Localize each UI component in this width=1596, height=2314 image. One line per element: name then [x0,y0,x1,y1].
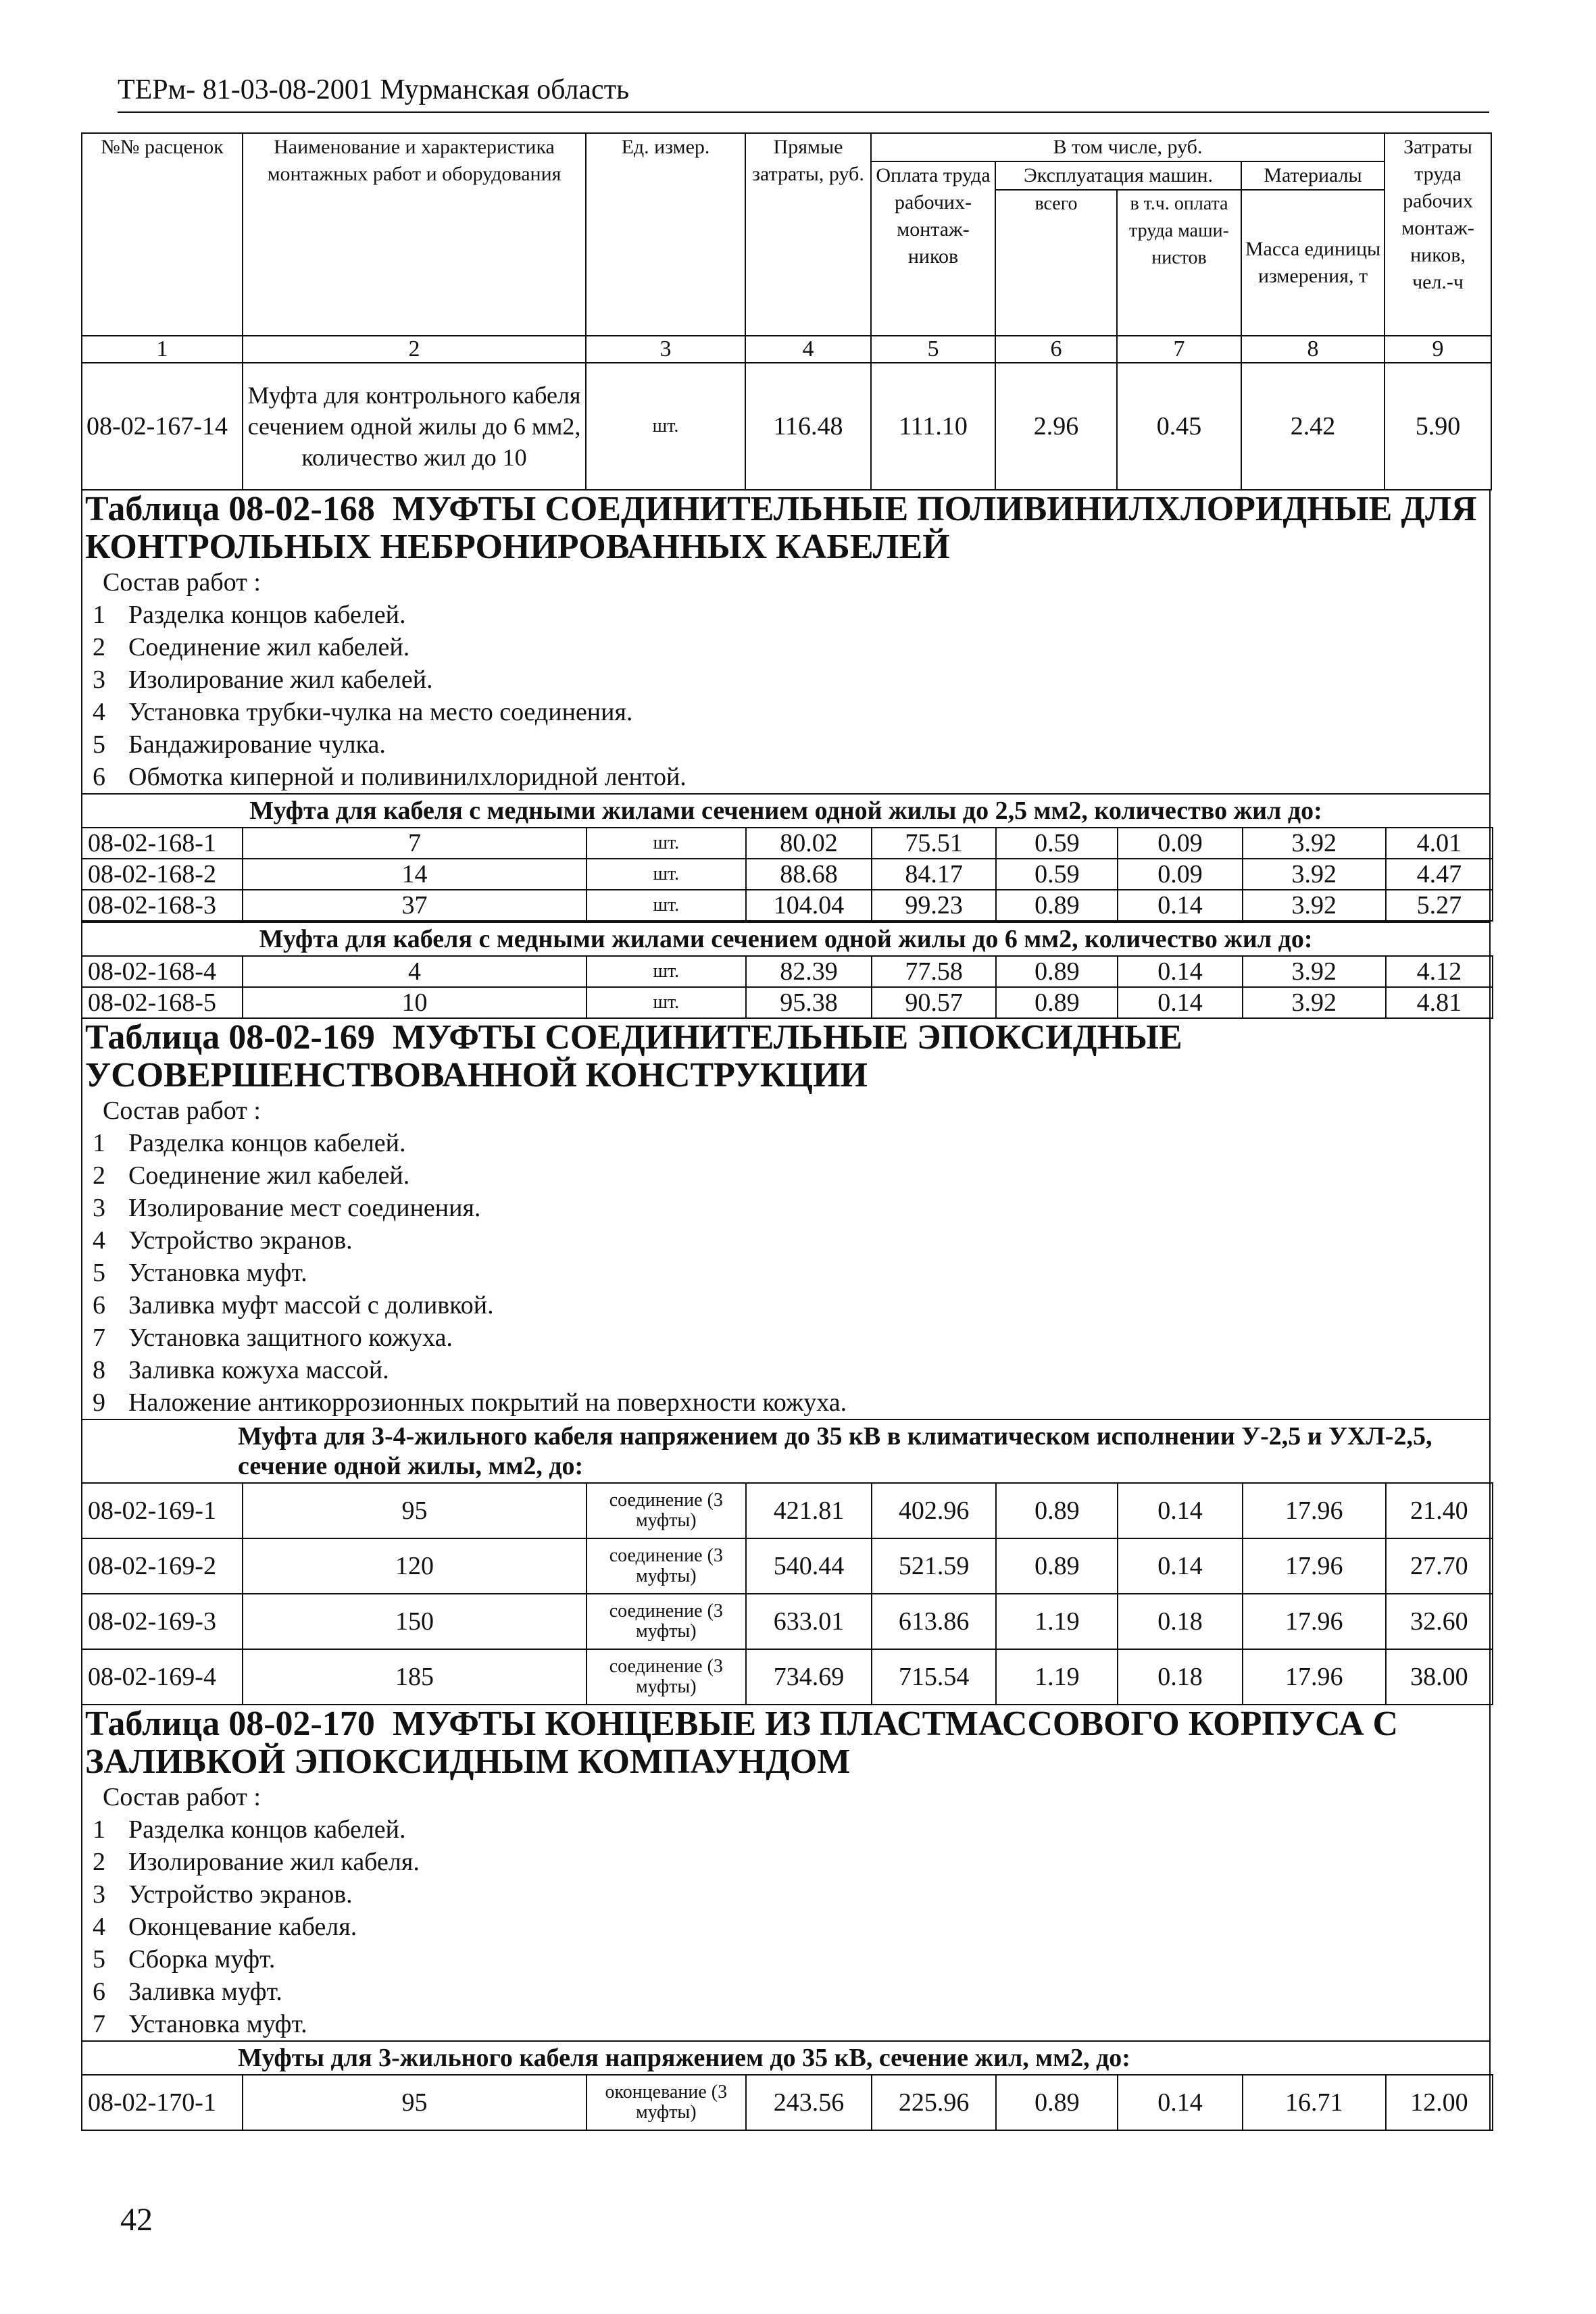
works-composition-label: Состав работ : [103,568,261,597]
rate-mass: 2.42 [1241,363,1385,490]
list-item [82,1976,1489,2008]
rate-size: 4 [243,956,586,987]
work-number: 5 [93,1945,105,1973]
rate-mass: 3.92 [1243,956,1386,987]
works-composition-label: Состав работ : [103,1783,261,1811]
works-list [82,1127,1489,1419]
col-code-header: №№ расценок [82,133,243,336]
rate-labor-pay: 77.58 [872,956,996,987]
rate-unit: шт. [586,363,745,490]
col-mass-header: Масса единицы измерения, т [1241,190,1385,336]
table-row [82,2075,1493,2130]
rate-labor-hours: 4.47 [1386,859,1493,890]
rate-labor-pay: 90.57 [872,987,996,1018]
list-item [82,1257,1489,1289]
column-number: 7 [1117,336,1241,363]
work-text: Разделка концов кабелей. [128,1815,406,1844]
section-heading: МУФТЫ СОЕДИНИТЕЛЬНЫЕ ПОЛИВИНИЛХЛОРИДНЫЕ ДЛЯ КОНТРОЛЬНЫХ НЕБРОНИРОВАННЫХ КАБЕЛЕЙ [85,490,1477,566]
work-text: Установка муфт. [128,2010,307,2038]
work-number: 4 [93,1226,105,1255]
list-item [82,1289,1489,1322]
column-number: 8 [1241,336,1385,363]
work-number: 8 [93,1356,105,1384]
rate-mass: 3.92 [1243,828,1386,859]
rate-machine-total: 0.89 [996,956,1118,987]
page-number: 42 [120,2202,153,2238]
list-item [82,2008,1489,2040]
rate-unit: соединение (3 муфты) [587,1594,746,1649]
list-item [82,1911,1489,1943]
rate-direct-cost: 82.39 [746,956,872,987]
rate-direct-cost: 633.01 [746,1594,872,1649]
rate-unit: шт. [587,828,746,859]
rate-machine-pay: 0.14 [1118,956,1242,987]
rate-unit: соединение (3 муфты) [587,1538,746,1594]
rate-direct-cost: 116.48 [745,363,871,490]
rate-machine-pay: 0.18 [1118,1594,1242,1649]
work-text: Бандажирование чулка. [128,730,386,759]
rate-size: 10 [243,987,586,1018]
rate-size: 37 [243,890,586,921]
rates-table [81,955,1493,1019]
rate-labor-hours: 5.90 [1385,363,1491,490]
work-number: 6 [93,763,105,791]
work-number: 7 [93,1324,105,1352]
rate-labor-pay: 75.51 [872,828,996,859]
rate-mass: 17.96 [1243,1483,1386,1538]
work-text: Устройство экранов. [128,1226,353,1255]
rate-unit: шт. [587,956,746,987]
col-mach-total-header: всего [995,190,1117,336]
header-rule [118,111,1489,113]
rate-direct-cost: 734.69 [746,1649,872,1705]
rate-code: 08-02-168-1 [82,828,243,859]
rate-machine-total: 0.89 [996,890,1118,921]
rate-unit: соединение (3 муфты) [587,1649,746,1705]
rate-direct-cost: 540.44 [746,1538,872,1594]
rate-machine-total: 1.19 [996,1594,1118,1649]
work-number: 4 [93,1913,105,1941]
group-subheader: Муфты для 3-жильного кабеля напряжением до 35 кВ, сечение жил, мм2, до: [82,2040,1489,2074]
rate-labor-hours: 21.40 [1386,1483,1493,1538]
column-number-row [82,336,1491,363]
rate-code: 08-02-168-2 [82,859,243,890]
work-number: 3 [93,1880,105,1909]
work-text: Заливка кожуха массой. [128,1356,389,1384]
group-subheader: Муфта для кабеля с медными жилами сечением одной жилы до 6 мм2, количество жил до: [82,922,1489,955]
work-text: Разделка концов кабелей. [128,601,406,629]
column-number: 5 [871,336,995,363]
column-number: 9 [1385,336,1491,363]
rate-direct-cost: 95.38 [746,987,872,1018]
rate-size: 7 [243,828,586,859]
rate-code: 08-02-170-1 [82,2075,243,2130]
rate-machine-pay: 0.14 [1118,2075,1242,2130]
rate-table-section [81,491,1491,1019]
rate-labor-hours: 12.00 [1386,2075,1493,2130]
work-number: 2 [93,633,105,661]
rate-machine-pay: 0.14 [1118,1538,1242,1594]
rate-size: 14 [243,859,586,890]
group-subheader: Муфта для кабеля с медными жилами сечением одной жилы до 2,5 мм2, количество жил до: [82,793,1489,827]
list-item [82,1943,1489,1976]
rate-labor-pay: 613.86 [872,1594,996,1649]
rate-machine-pay: 0.18 [1118,1649,1242,1705]
rate-unit: оконцевание (3 муфты) [587,2075,746,2130]
work-text: Сборка муфт. [128,1945,276,1973]
column-number: 6 [995,336,1117,363]
work-text: Заливка муфт. [128,1978,282,2006]
rate-labor-pay: 521.59 [872,1538,996,1594]
works-list [82,599,1489,793]
rate-machine-total: 1.19 [996,1649,1118,1705]
work-text: Соединение жил кабелей. [128,1161,410,1190]
rate-labor-pay: 84.17 [872,859,996,890]
list-item [82,1354,1489,1386]
list-item [82,599,1489,631]
section-title [82,1705,1489,1781]
rate-mass: 3.92 [1243,859,1386,890]
rate-labor-hours: 5.27 [1386,890,1493,921]
col-pay-header: Оплата труда рабочих-монтаж-ников [871,161,995,336]
rate-direct-cost: 243.56 [746,2075,872,2130]
rate-labor-pay: 715.54 [872,1649,996,1705]
column-header-table [81,132,1492,491]
list-item [82,1322,1489,1354]
work-number: 1 [93,1129,105,1157]
list-item [82,696,1489,728]
col-mach-incl-header: в т.ч. оплата труда маши-нистов [1117,190,1241,336]
work-text: Установка муфт. [128,1259,307,1287]
rate-table-section [81,1019,1491,1705]
work-text: Изолирование мест соединения. [128,1194,481,1222]
list-item [82,1878,1489,1911]
rate-direct-cost: 88.68 [746,859,872,890]
list-item [82,1813,1489,1846]
table-row [82,987,1493,1018]
work-number: 1 [93,601,105,629]
list-item [82,728,1489,761]
rate-mass: 17.96 [1243,1538,1386,1594]
rate-machine-total: 0.59 [996,828,1118,859]
rate-machine-total: 0.89 [996,987,1118,1018]
list-item [82,1159,1489,1192]
col-direct-header: Прямые затраты, руб. [745,133,871,336]
rate-labor-pay: 111.10 [871,363,995,490]
section-title [82,491,1489,566]
rate-code: 08-02-168-3 [82,890,243,921]
rate-code: 08-02-169-1 [82,1483,243,1538]
rate-labor-pay: 225.96 [872,2075,996,2130]
rate-size: 95 [243,1483,586,1538]
table-row [82,363,1491,490]
rate-labor-hours: 27.70 [1386,1538,1493,1594]
rates-table [81,1482,1493,1705]
list-item [82,1224,1489,1257]
column-number: 2 [243,336,586,363]
section-heading: МУФТЫ СОЕДИНИТЕЛЬНЫЕ ЭПОКСИДНЫЕ УСОВЕРШЕНСТВОВАННОЙ КОНСТРУКЦИИ [85,1018,1182,1095]
list-item [82,1127,1489,1159]
column-number: 4 [745,336,871,363]
rate-code: 08-02-168-5 [82,987,243,1018]
rate-machine-total: 0.59 [996,859,1118,890]
rates-table [81,827,1493,922]
work-text: Изолирование жил кабеля. [128,1848,420,1876]
rate-unit: соединение (3 муфты) [587,1483,746,1538]
work-number: 9 [93,1388,105,1417]
rate-labor-hours: 32.60 [1386,1594,1493,1649]
rate-code: 08-02-169-3 [82,1594,243,1649]
col-incl-header: В том числе, руб. [871,133,1385,161]
work-text: Установка трубки-чулка на место соединения. [128,698,633,726]
list-item [82,1846,1489,1878]
work-text: Разделка концов кабелей. [128,1129,406,1157]
rate-mass: 3.92 [1243,987,1386,1018]
col-mach-header: Эксплуатация машин. [995,161,1241,190]
table-row [82,1483,1493,1538]
rate-unit: шт. [587,890,746,921]
work-text: Изолирование жил кабелей. [128,665,433,694]
work-text: Наложение антикоррозионных покрытий на поверхности кожуха. [128,1388,847,1417]
work-number: 2 [93,1848,105,1876]
col-materials-header: Материалы [1241,161,1385,190]
rate-machine-total: 2.96 [995,363,1117,490]
table-row [82,890,1493,921]
table-row [82,1538,1493,1594]
rate-machine-total: 0.89 [996,1483,1118,1538]
rate-machine-pay: 0.45 [1117,363,1241,490]
col-labor-header: Затраты труда рабочих монтаж-ников, чел.-ч [1385,133,1491,336]
work-number: 1 [93,1815,105,1844]
work-text: Обмотка киперной и поливинилхлоридной лентой. [128,763,687,791]
rate-code: 08-02-169-4 [82,1649,243,1705]
work-text: Оконцевание кабеля. [128,1913,357,1941]
column-number: 3 [586,336,745,363]
table-row [82,859,1493,890]
group-subheader: Муфта для 3-4-жильного кабеля напряжением до 35 кВ в климатическом исполнении У-2,5 и УХЛ-2,5, сечение одной жилы, мм2, до: [82,1419,1489,1482]
rate-labor-hours: 4.81 [1386,987,1493,1018]
work-number: 4 [93,698,105,726]
work-number: 5 [93,730,105,759]
works-list [82,1813,1489,2040]
rate-direct-cost: 421.81 [746,1483,872,1538]
rate-machine-pay: 0.14 [1118,1483,1242,1538]
sections-container [81,491,1491,2131]
rate-labor-hours: 4.01 [1386,828,1493,859]
work-text: Установка защитного кожуха. [128,1324,453,1352]
rate-labor-hours: 38.00 [1386,1649,1493,1705]
work-text: Соединение жил кабелей. [128,633,410,661]
section-heading: МУФТЫ КОНЦЕВЫЕ ИЗ ПЛАСТМАССОВОГО КОРПУСА С ЗАЛИВКОЙ ЭПОКСИДНЫМ КОМПАУНДОМ [85,1705,1399,1781]
rate-description: Муфта для контрольного кабеля сечением одной жилы до 6 мм2, количество жил до 10 [243,363,586,490]
rate-machine-pay: 0.14 [1118,890,1242,921]
rates-document [81,132,1491,2131]
rate-code: 08-02-169-2 [82,1538,243,1594]
work-number: 3 [93,1194,105,1222]
table-row [82,1594,1493,1649]
rate-labor-pay: 99.23 [872,890,996,921]
rate-code: 08-02-167-14 [82,363,243,490]
rate-machine-pay: 0.09 [1118,828,1242,859]
col-unit-header: Ед. измер. [586,133,745,336]
rate-machine-total: 0.89 [996,2075,1118,2130]
rate-mass: 17.96 [1243,1649,1386,1705]
column-number: 1 [82,336,243,363]
list-item [82,663,1489,696]
document-header: ТЕРм- 81-03-08-2001 Мурманская область [118,74,630,105]
rate-labor-pay: 402.96 [872,1483,996,1538]
rate-machine-total: 0.89 [996,1538,1118,1594]
rate-code: 08-02-168-4 [82,956,243,987]
col-name-header: Наименование и характеристика монтажных работ и оборудования [243,133,586,336]
section-label: Таблица 08-02-169 [85,1018,375,1057]
list-item [82,1386,1489,1419]
rate-size: 120 [243,1538,586,1594]
rate-size: 150 [243,1594,586,1649]
work-number: 2 [93,1161,105,1190]
rate-direct-cost: 80.02 [746,828,872,859]
rate-size: 95 [243,2075,586,2130]
work-text: Заливка муфт массой с доливкой. [128,1291,494,1319]
work-number: 7 [93,2010,105,2038]
table-row [82,828,1493,859]
work-number: 6 [93,1291,105,1319]
list-item [82,761,1489,793]
rate-machine-pay: 0.14 [1118,987,1242,1018]
work-number: 6 [93,1978,105,2006]
rate-machine-pay: 0.09 [1118,859,1242,890]
rates-table [81,2074,1493,2131]
table-row [82,1649,1493,1705]
rate-table-section [81,1705,1491,2131]
section-label: Таблица 08-02-168 [85,490,375,528]
rate-unit: шт. [587,987,746,1018]
rate-direct-cost: 104.04 [746,890,872,921]
section-label: Таблица 08-02-170 [85,1705,375,1743]
rate-labor-hours: 4.12 [1386,956,1493,987]
list-item [82,1192,1489,1224]
rate-mass: 16.71 [1243,2075,1386,2130]
table-row [82,956,1493,987]
rate-mass: 17.96 [1243,1594,1386,1649]
work-number: 3 [93,665,105,694]
rate-unit: шт. [587,859,746,890]
rate-size: 185 [243,1649,586,1705]
work-text: Устройство экранов. [128,1880,353,1909]
list-item [82,631,1489,663]
works-composition-label: Состав работ : [103,1097,261,1125]
section-title [82,1019,1489,1095]
rate-mass: 3.92 [1243,890,1386,921]
work-number: 5 [93,1259,105,1287]
